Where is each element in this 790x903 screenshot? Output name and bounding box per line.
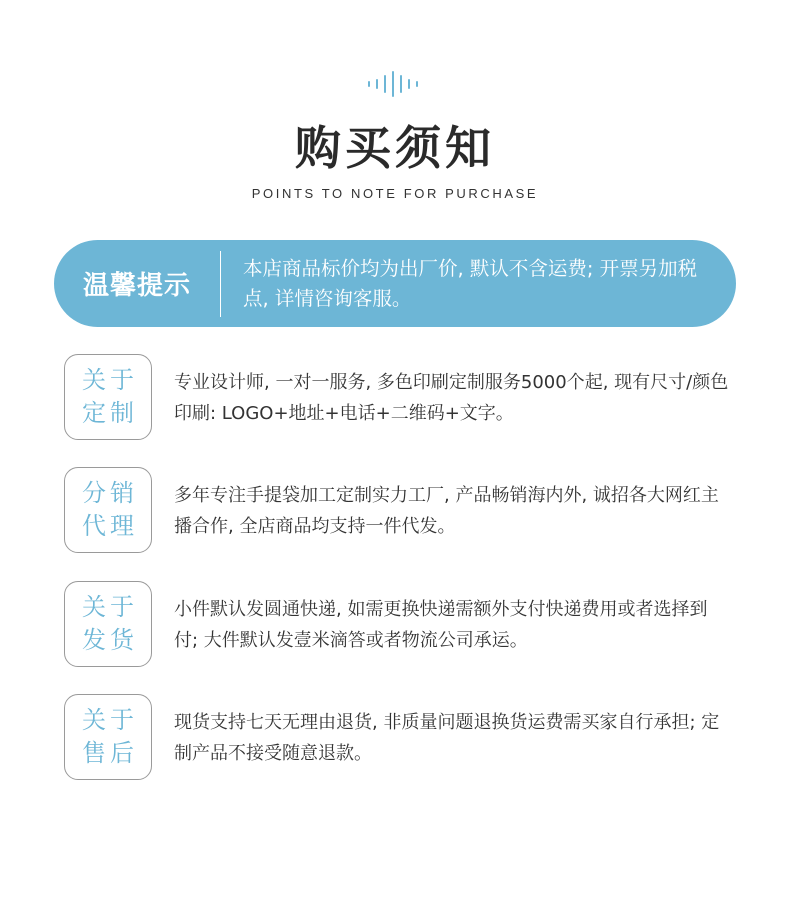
info-item-label-line1: 分销 (82, 479, 138, 507)
info-item-label-line1: 关于 (82, 366, 138, 394)
info-item-label-box (64, 354, 152, 440)
info-item-after-sales (64, 694, 724, 784)
info-item-text: 现货支持七天无理由退货, 非质量问题退换货运费需买家自行承担; 定制产品不接受随意退款。 (174, 712, 720, 764)
notice-label: 温馨提示 (82, 271, 191, 301)
info-item-distribution (64, 467, 724, 557)
info-item-label-line2: 售后 (82, 739, 138, 767)
info-item-label-box (64, 694, 152, 780)
info-item-label-line1: 关于 (82, 593, 138, 621)
info-item-customization (64, 354, 729, 444)
info-item-text: 小件默认发圆通快递, 如需更换快递需额外支付快递费用或者选择到付; 大件默认发壹米滴答或者物流公司承运。 (174, 599, 708, 651)
info-item-label-line2: 定制 (82, 399, 138, 427)
notice-banner (54, 240, 736, 327)
info-item-text: 多年专注手提袋加工定制实力工厂, 产品畅销海内外, 诚招各大网红主播合作, 全店商品均支持一件代发。 (174, 485, 719, 537)
notice-text: 本店商品标价均为出厂价, 默认不含运费; 开票另加税点, 详情咨询客服。 (243, 256, 698, 310)
info-item-label-line2: 发货 (82, 626, 138, 654)
info-item-label-line1: 关于 (82, 706, 138, 734)
sound-wave-icon (366, 71, 424, 97)
page-subtitle: POINTS TO NOTE FOR PURCHASE (251, 186, 539, 201)
page-title: 购买须知 (295, 121, 495, 175)
info-item-label-box (64, 581, 152, 667)
info-item-text: 专业设计师, 一对一服务, 多色印刷定制服务5000个起, 现有尺寸/颜色印刷: LOGO+地址+电话+二维码+文字。 (174, 372, 729, 424)
info-item-label-box (64, 467, 152, 553)
info-item-shipping (64, 581, 724, 671)
info-item-label-line2: 代理 (82, 512, 138, 540)
